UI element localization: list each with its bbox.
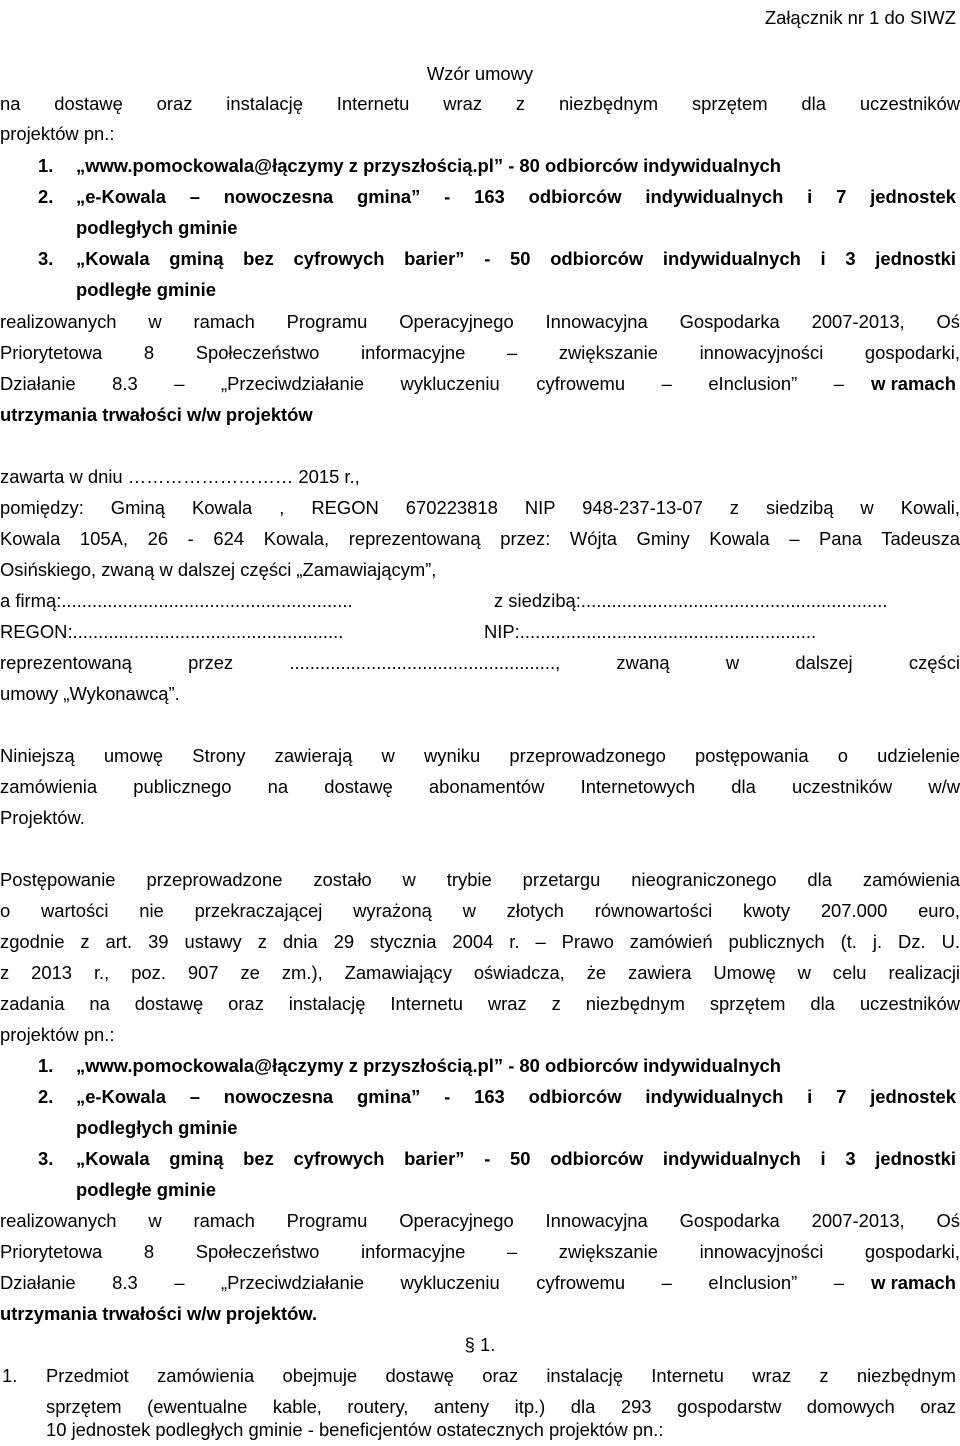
project-text: „e-Kowala – nowoczesna gmina” - 163 odbiorców indywidualnych i 7 jednostek	[76, 1086, 956, 1107]
project-item	[0, 1081, 960, 1112]
procedure-line: z 2013 r., poz. 907 ze zm.), Zamawiający oświadcza, że zawiera Umowę w celu realizacji	[0, 962, 960, 983]
intro-line: Projektów.	[0, 807, 85, 828]
project-text: podległe gminie	[76, 1179, 216, 1200]
concluded-date-line: zawarta w dniu ……………………… 2015 r.,	[0, 466, 360, 487]
procedure-line: projektów pn.:	[0, 1024, 115, 1045]
procedure-line: Postępowanie przeprowadzone zostało w trybie przetargu nieograniczonego dla zamówienia	[0, 869, 960, 890]
nip-field: NIP:..........................................................	[484, 621, 817, 642]
project-text: „Kowala gminą bez cyfrowych barier” - 50 odbiorców indywidualnych i 3 jednostki	[76, 248, 956, 269]
project-number: 3.	[38, 1148, 54, 1169]
subject-line: na dostawę oraz instalację Internetu wraz z niezbędnym sprzętem dla uczestników	[0, 93, 960, 114]
clause-text: Przedmiot zamówienia obejmuje dostawę oraz instalację Internetu wraz z niezbędnym	[46, 1365, 956, 1386]
project-item-continued	[0, 274, 960, 305]
program-line: Priorytetowa 8 Społeczeństwo informacyjne – zwiększanie innowacyjności gospodarki,	[0, 342, 960, 363]
program-line: Priorytetowa 8 Społeczeństwo informacyjne – zwiększanie innowacyjności gospodarki,	[0, 1241, 960, 1262]
parties-line: Osińskiego, zwaną w dalszej części „Zamawiającym”,	[0, 559, 437, 580]
project-number: 3.	[38, 248, 54, 269]
clause-text: sprzętem (ewentualne kable, routery, anteny itp.) dla 293 gospodarstw domowych oraz	[46, 1396, 956, 1417]
contractor-firm-line	[0, 585, 960, 616]
subject-line: projektów pn.:	[0, 123, 115, 144]
firm-field: a firmą:.........................................................	[0, 590, 353, 611]
regon-field: REGON:.....................................................	[0, 621, 344, 642]
intro-line: Niniejszą umowę Strony zawierają w wyniku przeprowadzonego postępowania o udzielenie	[0, 745, 960, 766]
program-line: realizowanych w ramach Programu Operacyjnego Innowacyjna Gospodarka 2007-2013, Oś	[0, 311, 960, 332]
project-number: 2.	[38, 1086, 54, 1107]
project-text: podległe gminie	[76, 279, 216, 300]
representative-line: reprezentowaną przez ...................................................., zwaną w dalszej części	[0, 652, 960, 673]
clause-number: 1.	[2, 1365, 18, 1386]
project-item-continued	[0, 1174, 960, 1205]
project-item	[0, 181, 960, 212]
project-number: 2.	[38, 186, 54, 207]
procedure-line: o wartości nie przekraczającej wyrażoną w złotych równowartości kwoty 207.000 euro,	[0, 900, 960, 921]
program-line	[0, 368, 960, 399]
program-line: utrzymania trwałości w/w projektów.	[0, 1303, 318, 1324]
contractor-definition: umowy „Wykonawcą”.	[0, 683, 180, 704]
project-item-continued	[0, 1112, 960, 1143]
clause-item	[0, 1360, 960, 1391]
project-number: 1.	[38, 1055, 54, 1076]
project-text: „Kowala gminą bez cyfrowych barier” - 50 odbiorców indywidualnych i 3 jednostki	[76, 1148, 956, 1169]
section-heading: § 1.	[464, 1334, 496, 1355]
program-text-bold: w ramach	[871, 373, 956, 394]
procedure-line: zadania na dostawę oraz instalację Internetu wraz z niezbędnym sprzętem dla uczestników	[0, 993, 960, 1014]
project-item	[0, 1143, 960, 1174]
project-text: „e-Kowala – nowoczesna gmina” - 163 odbiorców indywidualnych i 7 jednostek	[76, 186, 956, 207]
program-text: Działanie 8.3 – „Przeciwdziałanie wykluczeniu cyfrowemu – eInclusion” –	[0, 1272, 844, 1293]
procedure-line: zgodnie z art. 39 ustawy z dnia 29 stycznia 2004 r. – Prawo zamówień publicznych (t. j. Dz. U.	[0, 931, 960, 952]
program-line: utrzymania trwałości w/w projektów	[0, 404, 313, 425]
document-title: Wzór umowy	[426, 63, 534, 84]
parties-line: Kowala 105A, 26 - 624 Kowala, reprezentowaną przez: Wójta Gminy Kowala – Pana Tadeusza	[0, 528, 960, 549]
intro-line: zamówienia publicznego na dostawę abonamentów Internetowych dla uczestników w/w	[0, 776, 960, 797]
program-text-bold: w ramach	[871, 1272, 956, 1293]
project-text: podległych gminie	[76, 217, 238, 238]
clause-item-continued	[0, 1414, 960, 1445]
seat-field: z siedzibą:............................................................	[494, 590, 888, 611]
program-text: Działanie 8.3 – „Przeciwdziałanie wykluczeniu cyfrowemu – eInclusion” –	[0, 373, 844, 394]
program-line	[0, 1267, 960, 1298]
attachment-label: Załącznik nr 1 do SIWZ	[764, 7, 956, 28]
contractor-regon-line	[0, 616, 960, 647]
project-item-continued	[0, 212, 960, 243]
project-number: 1.	[38, 155, 54, 176]
project-text: „www.pomockowala@łączymy z przyszłością.pl” - 80 odbiorców indywidualnych	[76, 1055, 782, 1076]
project-item	[0, 1050, 960, 1081]
clause-text: 10 jednostek podległych gminie - beneficjentów ostatecznych projektów pn.:	[46, 1419, 664, 1440]
project-text: „www.pomockowala@łączymy z przyszłością.pl” - 80 odbiorców indywidualnych	[76, 155, 782, 176]
project-item	[0, 243, 960, 274]
program-line: realizowanych w ramach Programu Operacyjnego Innowacyjna Gospodarka 2007-2013, Oś	[0, 1210, 960, 1231]
project-text: podległych gminie	[76, 1117, 238, 1138]
parties-line: pomiędzy: Gminą Kowala , REGON 670223818 NIP 948-237-13-07 z siedzibą w Kowali,	[0, 497, 960, 518]
project-item	[0, 150, 960, 181]
